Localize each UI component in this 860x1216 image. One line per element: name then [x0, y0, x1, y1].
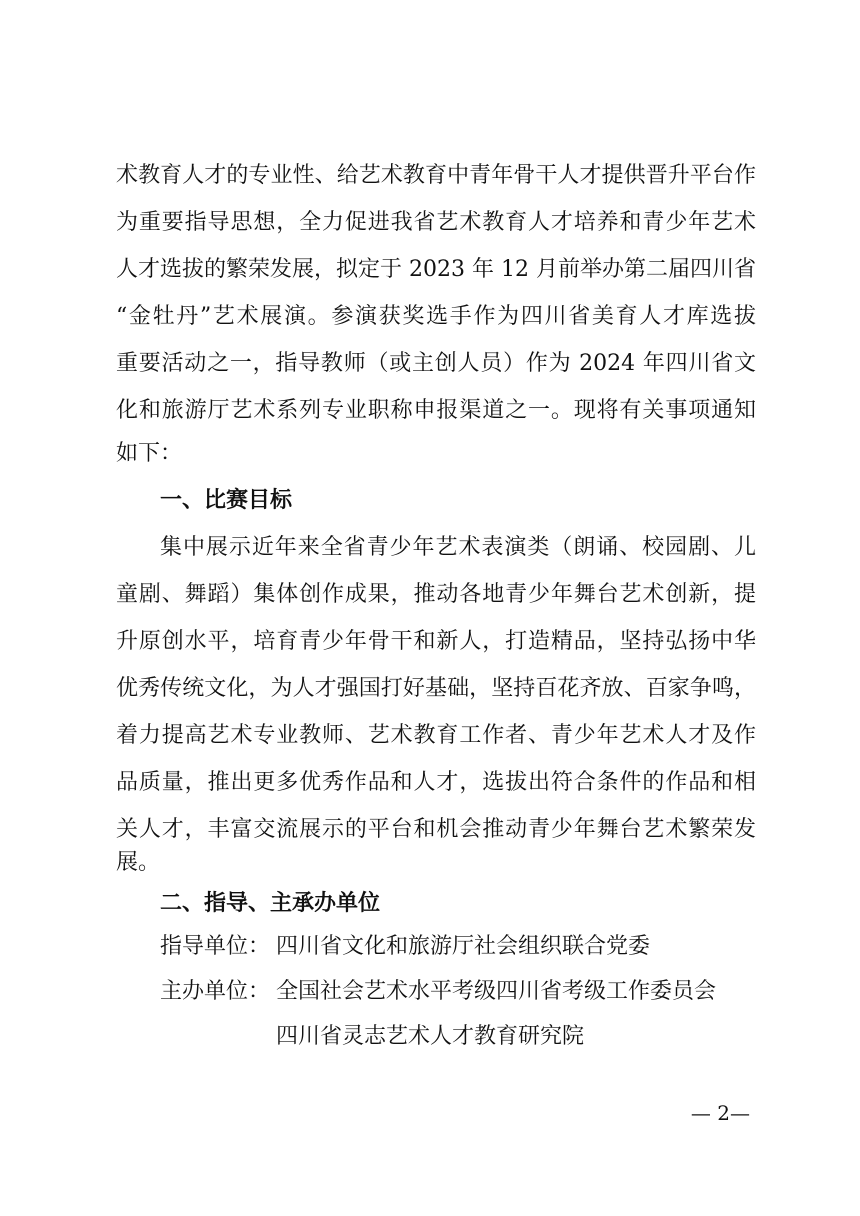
intro-line-7: 如下：: [116, 441, 183, 466]
guide-unit-name: 四川省文化和旅游厅社会组织联合党委: [276, 934, 651, 959]
section1-heading: 一、比赛目标: [160, 488, 293, 513]
host-unit-name-2: 四川省灵志艺术人才教育研究院: [276, 1024, 585, 1049]
section1-line-8: 展。: [116, 850, 161, 875]
host-unit-name-1: 全国社会艺术水平考级四川省考级工作委员会: [276, 979, 717, 1004]
intro-line-6: 化和旅游厅艺术系列专业职称申报渠道之一。现将有关事项通知: [116, 398, 756, 423]
host-unit-label: 主办单位：: [160, 979, 271, 1004]
section1-line-5: 着力提高艺术专业教师、艺术教育工作者、青少年艺术人才及作: [116, 723, 756, 748]
guide-unit-label: 指导单位：: [160, 934, 271, 959]
section1-line-4: 优秀传统文化，为人才强国打好基础，坚持百花齐放、百家争鸣，: [116, 676, 756, 701]
intro-line-4: “金牡丹”艺术展演。参演获奖选手作为四川省美育人才库选拔: [116, 304, 756, 329]
section1-line-6: 品质量，推出更多优秀作品和人才，选拔出符合条件的作品和相: [116, 770, 756, 795]
section1-line-3: 升原创水平，培育青少年骨干和新人，打造精品，坚持弘扬中华: [116, 629, 756, 654]
section1-line-1: 集中展示近年来全省青少年艺术表演类（朗诵、校园剧、儿: [160, 535, 756, 560]
page-number: — 2—: [690, 1101, 750, 1125]
intro-line-1: 术教育人才的专业性、给艺术教育中青年骨干人才提供晋升平台作: [116, 163, 756, 188]
intro-line-2: 为重要指导思想，全力促进我省艺术教育人才培养和青少年艺术: [116, 210, 756, 235]
section1-line-2: 童剧、舞蹈）集体创作成果，推动各地青少年舞台艺术创新，提: [116, 582, 756, 607]
intro-line-3: 人才选拔的繁荣发展，拟定于 2023 年 12 月前举办第二届四川省: [116, 257, 756, 282]
section1-line-7: 关人才，丰富交流展示的平台和机会推动青少年舞台艺术繁荣发: [116, 817, 756, 842]
section2-heading: 二、指导、主承办单位: [160, 891, 381, 916]
intro-line-5: 重要活动之一，指导教师（或主创人员）作为 2024 年四川省文: [116, 351, 756, 376]
